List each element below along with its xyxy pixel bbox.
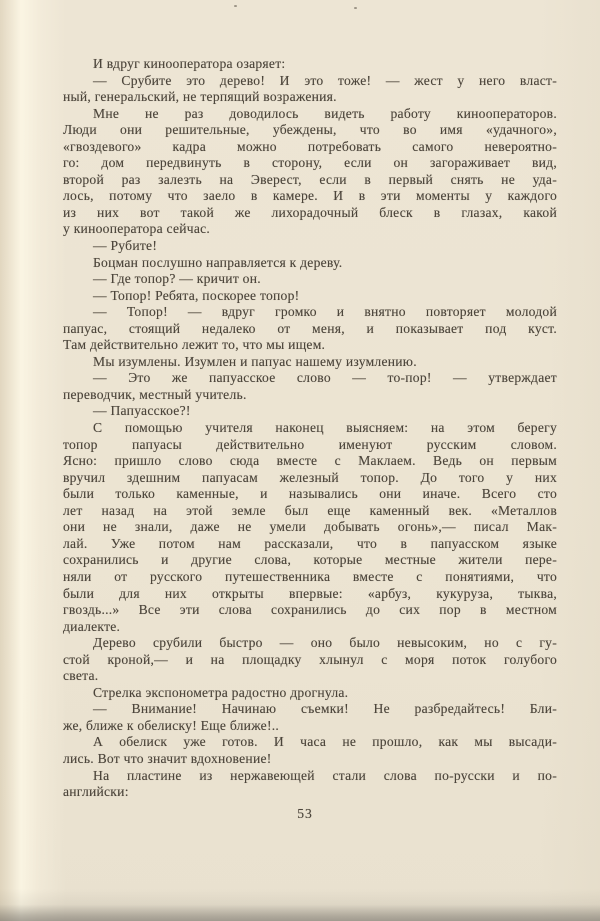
text-line: «гвоздевого» кадра можно потребовать самого невероятно- [63, 138, 557, 154]
text-line: топор папуасы действительно именуют русским словом. [63, 436, 557, 452]
text-line: лось, потому что заело в камере. И в эти моменты у каждого [63, 188, 557, 204]
text-line: Ясно: пришло слово сюда вместе с Маклаем. Ведь он первым [63, 453, 557, 469]
text-line: Боцман послушно направляется к дереву. [93, 254, 343, 270]
text-line: вручил здешним папуасам железный топор. До того у них [63, 469, 557, 485]
text-line: С помощью учителя наконец выясняем: на этом берегу [93, 420, 557, 436]
text-line: были только каменные, и назывались они иначе. Всего сто [63, 486, 557, 502]
text-line: диалекте. [63, 618, 121, 634]
text-line: — Это же папуасское слово — то-пор! — утверждает [93, 370, 557, 386]
text-line: — Где топор? — кричит он. [93, 271, 261, 287]
text-line: из них вот такой же лихорадочный блеск в глазах, какой [63, 204, 557, 220]
text-line: го: дом передвинуть в сторону, если он загораживает вид, [63, 155, 557, 171]
text-line: гвоздь...» Все эти слова сохранились до сих пор в местном [63, 602, 557, 618]
text-line: няли от русского путешественника вместе с понятиями, что [63, 568, 557, 584]
text-line: — Рубите! [93, 238, 158, 254]
text-line: На пластине из нержавеющей стали слова по-русски и по- [93, 767, 557, 783]
text-line: сохранились и другие слова, которые местные жители пере- [63, 552, 557, 568]
text-line: света. [63, 668, 99, 684]
text-line: А обелиск уже готов. И часа не прошло, как мы высади- [93, 734, 557, 750]
text-line: Стрелка экспонометра радостно дрогнула. [93, 684, 349, 700]
dust-speck [354, 7, 357, 9]
text-line: лай. Уже потом нам рассказали, что в папуасском языке [63, 535, 557, 551]
text-line: Там действительно лежит то, что мы ищем. [63, 337, 326, 353]
text-line: второй раз залезть на Эверест, если в первый снять не уда- [63, 171, 557, 187]
text-line: лет назад на этой земле был еще каменный век. «Металлов [63, 502, 557, 518]
text-line: стой кроной,— и на площадку хлынул с моря поток голубого [63, 651, 557, 667]
text-line: — Топор! Ребята, поскорее топор! [93, 287, 300, 303]
text-line: Люди они решительные, убеждены, что во имя «удачного», [63, 122, 557, 138]
text-line: переводчик, местный учитель. [63, 386, 247, 402]
text-line: — Топор! — вдруг громко и внятно повторяет молодой [93, 304, 557, 320]
text-line: они не знали, даже не умели добывать огонь»,— писал Мак- [63, 519, 557, 535]
text-line: И вдруг кинооператора озаряет: [93, 56, 286, 71]
text-line: — Внимание! Начинаю съемки! Не разбредайтесь! Бли- [93, 701, 557, 717]
text-line: папуас, стоящий недалеко от меня, и показывает под куст. [63, 320, 557, 336]
text-line: Мне не раз доводилось видеть работу кинооператоров. [93, 105, 557, 121]
text-line: английски: [63, 784, 129, 800]
page-text [63, 56, 557, 822]
text-line: лись. Вот что значит вдохновение! [63, 750, 272, 766]
text-line: Мы изумлены. Изумлен и папуас нашему изумлению. [93, 353, 417, 369]
text-line: Дерево срубили быстро — оно было невысоким, но с гу- [93, 635, 557, 651]
page-number: 53 [297, 805, 313, 821]
text-line: — Папуасское?! [93, 403, 191, 419]
text-line: были для них открыты впервые: «арбуз, кукуруза, тыква, [63, 585, 557, 601]
text-line: у кинооператора сейчас. [63, 221, 211, 237]
dust-speck [234, 5, 237, 7]
text-line: — Срубите это дерево! И это тоже! — жест у него власт- [93, 72, 557, 88]
text-line: же, ближе к обелиску! Еще ближе!.. [63, 717, 280, 733]
text-line: ный, генеральский, не терпящий возражения. [63, 89, 337, 105]
